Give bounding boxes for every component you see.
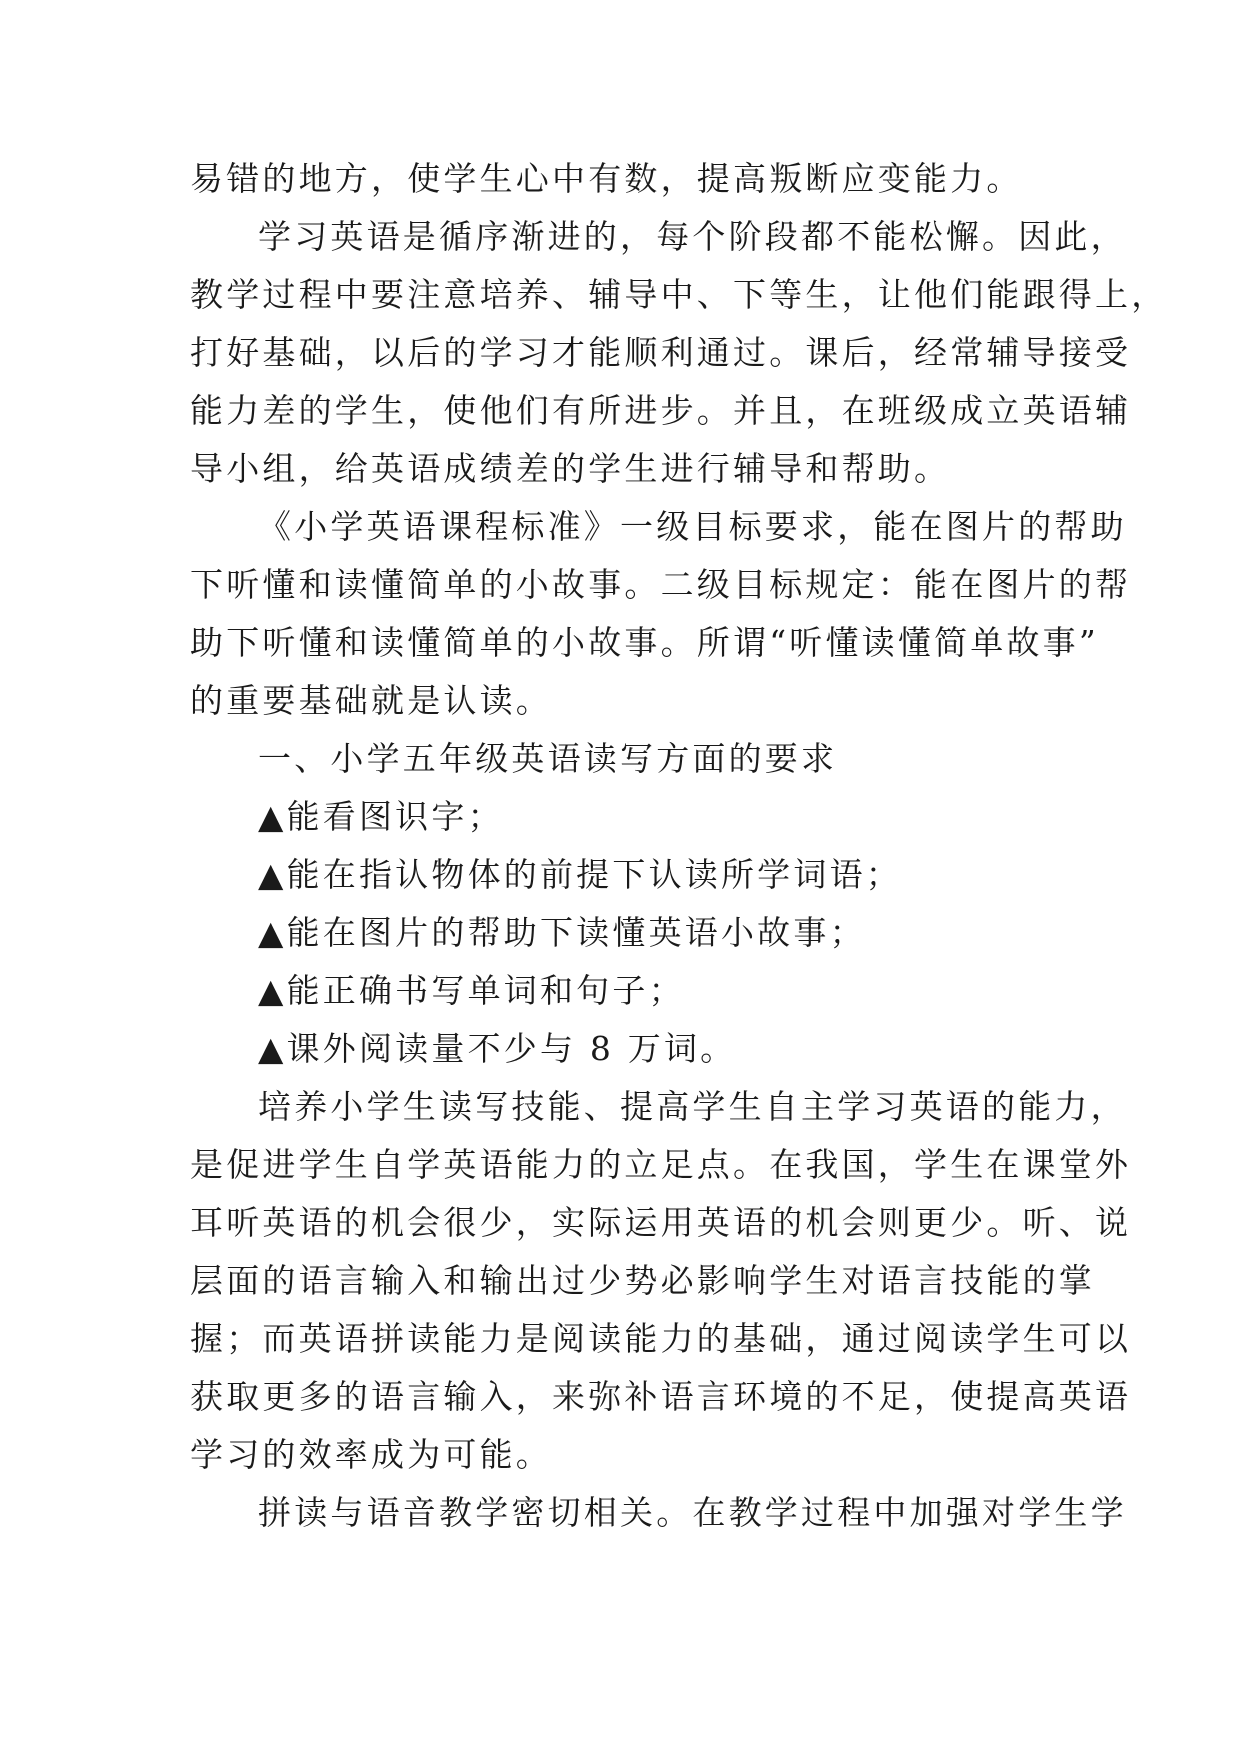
text-line: 拼读与语音教学密切相关。在教学过程中加强对学生学 bbox=[258, 1493, 1127, 1532]
text-line: 《小学英语课程标准》一级目标要求，能在图片的帮助 bbox=[258, 507, 1127, 546]
text-line: 学习的效率成为可能。 bbox=[190, 1435, 552, 1474]
text-line: 获取更多的语言输入，来弥补语言环境的不足，使提高英语 bbox=[190, 1377, 1132, 1416]
text-line: 层面的语言输入和输出过少势必影响学生对语言技能的掌 bbox=[190, 1261, 1095, 1300]
text-line: 下听懂和读懂简单的小故事。二级目标规定：能在图片的帮 bbox=[190, 565, 1132, 604]
text-line: 耳听英语的机会很少，实际运用英语的机会则更少。听、说 bbox=[190, 1203, 1132, 1242]
text-line: 易错的地方，使学生心中有数，提高叛断应变能力。 bbox=[190, 159, 1023, 198]
text-line: 培养小学生读写技能、提高学生自主学习英语的能力， bbox=[258, 1087, 1127, 1126]
bullet-item: ▲能在图片的帮助下读懂英语小故事； bbox=[258, 913, 866, 952]
text-line: 的重要基础就是认读。 bbox=[190, 681, 552, 720]
text-line: 助下听懂和读懂简单的小故事。所谓“听懂读懂简单故事” bbox=[190, 623, 1099, 662]
bullet-item: ▲能在指认物体的前提下认读所学词语； bbox=[258, 855, 902, 894]
text-line: 教学过程中要注意培养、辅导中、下等生，让他们能跟得上， bbox=[190, 275, 1168, 314]
text-line: 握；而英语拼读能力是阅读能力的基础，通过阅读学生可以 bbox=[190, 1319, 1132, 1358]
section-heading: 一、小学五年级英语读写方面的要求 bbox=[258, 739, 838, 778]
text-line: 导小组，给英语成绩差的学生进行辅导和帮助。 bbox=[190, 449, 951, 488]
text-line: 是促进学生自学英语能力的立足点。在我国，学生在课堂外 bbox=[190, 1145, 1132, 1184]
bullet-item: ▲能正确书写单词和句子； bbox=[258, 971, 685, 1010]
bullet-item: ▲能看图识字； bbox=[258, 797, 504, 836]
text-line: 学习英语是循序渐进的，每个阶段都不能松懈。因此， bbox=[258, 217, 1127, 256]
body-text bbox=[190, 150, 1168, 1542]
text-line: 能力差的学生，使他们有所进步。并且，在班级成立英语辅 bbox=[190, 391, 1132, 430]
text-line: 打好基础，以后的学习才能顺利通过。课后，经常辅导接受 bbox=[190, 333, 1132, 372]
bullet-item: ▲课外阅读量不少与 8 万词。 bbox=[258, 1029, 737, 1068]
